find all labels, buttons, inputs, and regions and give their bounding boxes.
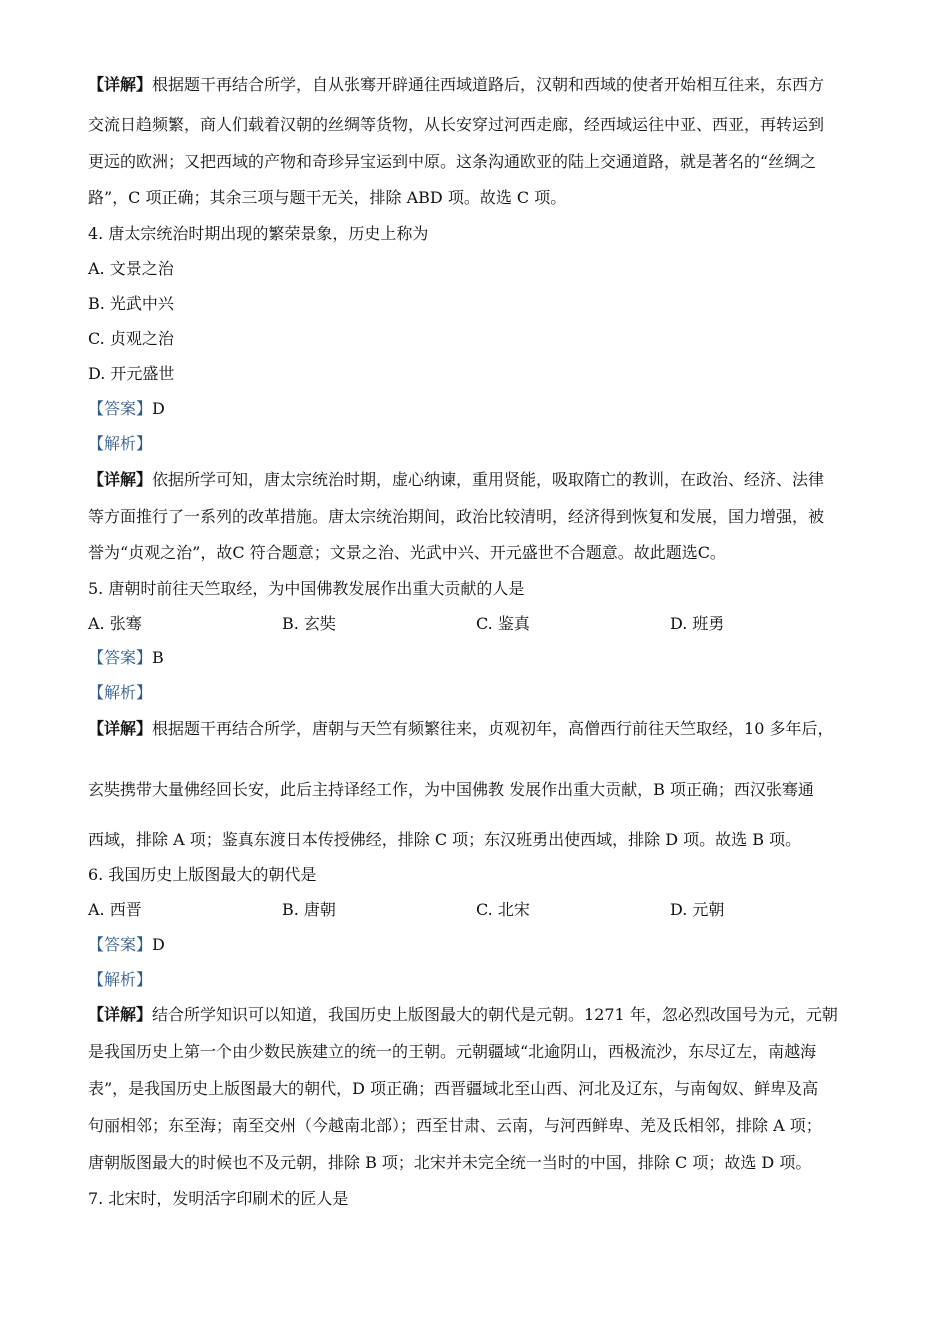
answer-label: 【答案】 — [88, 648, 153, 667]
q5-option-b: B. 玄奘 — [282, 614, 336, 633]
q5-option-a: A. 张骞 — [88, 614, 142, 633]
q4-option-b: B. 光武中兴 — [88, 294, 174, 313]
q4-detail-line-2: 等方面推行了一系列的改革措施。唐太宗统治期间，政治比较清明，经济得到恢复和发展，国力增强，被 — [88, 507, 825, 526]
q3-detail-line-3: 更远的欧洲；又把西域的产物和奇珍异宝运到中原。这条沟通欧亚的陆上交通道路，就是著名的“丝绸之 — [88, 152, 817, 171]
q5-stem: 5. 唐朝时前往天竺取经，为中国佛教发展作出重大贡献的人是 — [88, 579, 525, 598]
q7-stem: 7. 北宋时，发明活字印刷术的匠人是 — [88, 1189, 349, 1208]
q6-option-b: B. 唐朝 — [282, 900, 336, 919]
q4-stem: 4. 唐太宗统治时期出现的繁荣景象，历史上称为 — [88, 224, 429, 243]
q4-answer: 【答案】D — [88, 399, 165, 418]
detail-label: 【详解】 — [88, 75, 153, 94]
q6-answer: 【答案】D — [88, 935, 165, 954]
q6-option-d: D. 元朝 — [670, 900, 725, 919]
q6-detail-line-5: 唐朝版图最大的时候也不及元朝，排除 B 项；北宋并未完全统一当时的中国，排除 C 项；故选 D 项。 — [88, 1153, 812, 1172]
q4-analysis-label: 【解析】 — [88, 434, 153, 453]
q6-detail-line-3: 表”，是我国历史上版图最大的朝代，D 项正确；西晋疆域北至山西、河北及辽东，与南匈奴、鲜卑及高 — [88, 1079, 819, 1098]
q3-detail-line-1: 【详解】根据题干再结合所学，自从张骞开辟通往西域道路后，汉朝和西域的使者开始相互往来，东西方 — [88, 75, 825, 94]
q5-detail-line-2: 玄奘携带大量佛经回长安，此后主持译经工作，为中国佛教 发展作出重大贡献，B 项正确；西汉张骞通 — [88, 780, 814, 799]
answer-label: 【答案】 — [88, 935, 153, 954]
q5-option-c: C. 鉴真 — [476, 614, 530, 633]
q6-detail-line-4: 句丽相邻；东至海；南至交州（今越南北部）；西至甘肃、云南，与河西鲜卑、羌及氐相邻，排除 A 项； — [88, 1116, 822, 1135]
q4-option-c: C. 贞观之治 — [88, 329, 174, 348]
q6-detail-line-1: 【详解】结合所学知识可以知道，我国历史上版图最大的朝代是元朝。1271 年，忽必烈改国号为元，元朝 — [88, 1005, 838, 1024]
q5-analysis-label: 【解析】 — [88, 683, 153, 702]
detail-label: 【详解】 — [88, 719, 153, 738]
q5-answer: 【答案】B — [88, 648, 164, 667]
q3-detail-line-4: 路”，C 项正确；其余三项与题干无关，排除 ABD 项。故选 C 项。 — [88, 188, 567, 207]
q4-detail-line-3: 誉为“贞观之治”，故C 符合题意；文景之治、光武中兴、开元盛世不合题意。故此题选C。 — [88, 543, 726, 562]
answer-label: 【答案】 — [88, 399, 153, 418]
q5-detail-line-3: 西域，排除 A 项；鉴真东渡日本传授佛经，排除 C 项；东汉班勇出使西域，排除 D 项。故选 B 项。 — [88, 830, 802, 849]
q6-option-a: A. 西晋 — [88, 900, 142, 919]
detail-label: 【详解】 — [88, 1005, 153, 1024]
q6-detail-line-2: 是我国历史上第一个由少数民族建立的统一的王朝。元朝疆域“北逾阴山，西极流沙，东尽辽左，南越海 — [88, 1042, 817, 1061]
q5-option-d: D. 班勇 — [670, 614, 725, 633]
detail-label: 【详解】 — [88, 470, 153, 489]
q6-analysis-label: 【解析】 — [88, 970, 153, 989]
q4-option-d: D. 开元盛世 — [88, 364, 175, 383]
q6-stem: 6. 我国历史上版图最大的朝代是 — [88, 865, 317, 884]
q4-detail-line-1: 【详解】依据所学可知，唐太宗统治时期，虚心纳谏，重用贤能，吸取隋亡的教训，在政治、经济、法律 — [88, 470, 825, 489]
q3-detail-line-2: 交流日趋频繁，商人们载着汉朝的丝绸等货物，从长安穿过河西走廊，经西域运往中亚、西亚，再转运到 — [88, 115, 825, 134]
q5-detail-line-1: 【详解】根据题干再结合所学，唐朝与天竺有频繁往来，贞观初年，高僧西行前往天竺取经，10 多年后， — [88, 719, 834, 738]
q6-option-c: C. 北宋 — [476, 900, 530, 919]
q4-option-a: A. 文景之治 — [88, 259, 174, 278]
